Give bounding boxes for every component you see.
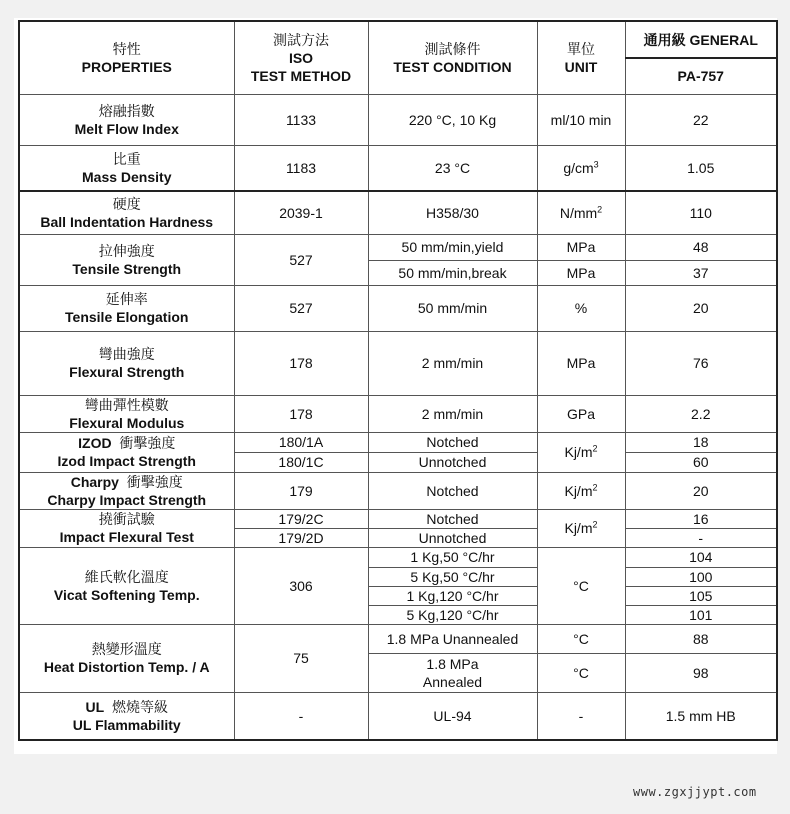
test-method: 1183 — [234, 145, 368, 191]
value: 100 — [625, 567, 777, 586]
unit: °C — [537, 653, 625, 692]
header-test-method: 測試方法 ISO TEST METHOD — [234, 21, 368, 94]
test-condition: Notched — [368, 472, 537, 509]
property-name: 比重 Mass Density — [19, 145, 234, 191]
unit: GPa — [537, 395, 625, 432]
test-method: 1133 — [234, 94, 368, 145]
value: 110 — [625, 191, 777, 234]
header-unit: 單位 UNIT — [537, 21, 625, 94]
properties-table — [18, 20, 778, 741]
unit: $Kj/m^2$ — [537, 472, 625, 509]
unit: °C — [537, 547, 625, 624]
test-condition: 2 mm/min — [368, 395, 537, 432]
test-condition: Unnotched — [368, 452, 537, 472]
property-name: Charpy 衝擊強度 Charpy Impact Strength — [19, 472, 234, 509]
test-condition: H358/30 — [368, 191, 537, 234]
property-name: 拉伸強度 Tensile Strength — [19, 234, 234, 285]
property-name: 彎曲強度 Flexural Strength — [19, 331, 234, 395]
test-condition: 2 mm/min — [368, 331, 537, 395]
value: - — [625, 528, 777, 547]
test-condition: 1 Kg,50 °C/hr — [368, 547, 537, 567]
unit: MPa — [537, 234, 625, 260]
value: 16 — [625, 509, 777, 528]
unit: - — [537, 692, 625, 740]
table-row — [19, 395, 777, 432]
property-name: 硬度 Ball Indentation Hardness — [19, 191, 234, 234]
test-method: 75 — [234, 624, 368, 692]
unit: ml/10 min — [537, 94, 625, 145]
test-method: 178 — [234, 395, 368, 432]
test-condition: 50 mm/min — [368, 285, 537, 331]
value: 101 — [625, 605, 777, 624]
table-row — [19, 94, 777, 145]
test-condition: 220 °C, 10 Kg — [368, 94, 537, 145]
value: 48 — [625, 234, 777, 260]
test-condition: 1.8 MPa Unannealed — [368, 624, 537, 653]
test-method: 179 — [234, 472, 368, 509]
value: 1.05 — [625, 145, 777, 191]
table-row — [19, 234, 777, 260]
test-method: - — [234, 692, 368, 740]
value: 60 — [625, 452, 777, 472]
unit: $g/cm^3$ — [537, 145, 625, 191]
value: 22 — [625, 94, 777, 145]
table-row — [19, 472, 777, 509]
test-condition: Unnotched — [368, 528, 537, 547]
table-row — [19, 191, 777, 234]
value: 2.2 — [625, 395, 777, 432]
property-name: UL 燃燒等級 UL Flammability — [19, 692, 234, 740]
unit: $N/mm^2$ — [537, 191, 625, 234]
table-row — [19, 432, 777, 452]
table-row — [19, 547, 777, 567]
property-name: IZOD 衝擊強度 Izod Impact Strength — [19, 432, 234, 472]
header-grade-name: PA-757 — [625, 58, 777, 94]
value: 18 — [625, 432, 777, 452]
property-name: 熱變形溫度 Heat Distortion Temp. / A — [19, 624, 234, 692]
table-row — [19, 509, 777, 528]
property-name: 熔融指數 Melt Flow Index — [19, 94, 234, 145]
test-method: 179/2D — [234, 528, 368, 547]
value: 20 — [625, 285, 777, 331]
value: 105 — [625, 586, 777, 605]
test-condition: Notched — [368, 509, 537, 528]
table-row — [19, 624, 777, 653]
unit: °C — [537, 624, 625, 653]
value: 104 — [625, 547, 777, 567]
table-row — [19, 145, 777, 191]
header-properties: 特性 PROPERTIES — [19, 21, 234, 94]
test-method: 527 — [234, 234, 368, 285]
value: 76 — [625, 331, 777, 395]
table-row — [19, 692, 777, 740]
value: 20 — [625, 472, 777, 509]
test-method: 2039-1 — [234, 191, 368, 234]
property-name: 彎曲彈性模數 Flexural Modulus — [19, 395, 234, 432]
test-method: 180/1C — [234, 452, 368, 472]
test-condition: 1.8 MPa Annealed — [368, 653, 537, 692]
test-method: 180/1A — [234, 432, 368, 452]
test-condition: 50 mm/min,break — [368, 260, 537, 285]
test-method: 527 — [234, 285, 368, 331]
test-condition: Notched — [368, 432, 537, 452]
table-row — [19, 331, 777, 395]
test-condition: 23 °C — [368, 145, 537, 191]
property-name: 維氏軟化溫度 Vicat Softening Temp. — [19, 547, 234, 624]
header-test-condition: 測試條件 TEST CONDITION — [368, 21, 537, 94]
test-method: 178 — [234, 331, 368, 395]
unit: $Kj/m^2$ — [537, 432, 625, 472]
unit: % — [537, 285, 625, 331]
test-condition: 5 Kg,50 °C/hr — [368, 567, 537, 586]
test-condition: 5 Kg,120 °C/hr — [368, 605, 537, 624]
value: 98 — [625, 653, 777, 692]
unit: $Kj/m^2$ — [537, 509, 625, 547]
test-condition: 1 Kg,120 °C/hr — [368, 586, 537, 605]
header-grade-label: 通用級 GENERAL — [625, 21, 777, 58]
value: 1.5 mm HB — [625, 692, 777, 740]
value: 37 — [625, 260, 777, 285]
test-condition: 50 mm/min,yield — [368, 234, 537, 260]
watermark-text: www.zgxjjypt.com — [633, 785, 757, 799]
value: 88 — [625, 624, 777, 653]
unit: MPa — [537, 260, 625, 285]
test-method: 179/2C — [234, 509, 368, 528]
table-row — [19, 285, 777, 331]
unit: MPa — [537, 331, 625, 395]
property-name: 撓衝試驗 Impact Flexural Test — [19, 509, 234, 547]
test-condition: UL-94 — [368, 692, 537, 740]
property-name: 延伸率 Tensile Elongation — [19, 285, 234, 331]
test-method: 306 — [234, 547, 368, 624]
